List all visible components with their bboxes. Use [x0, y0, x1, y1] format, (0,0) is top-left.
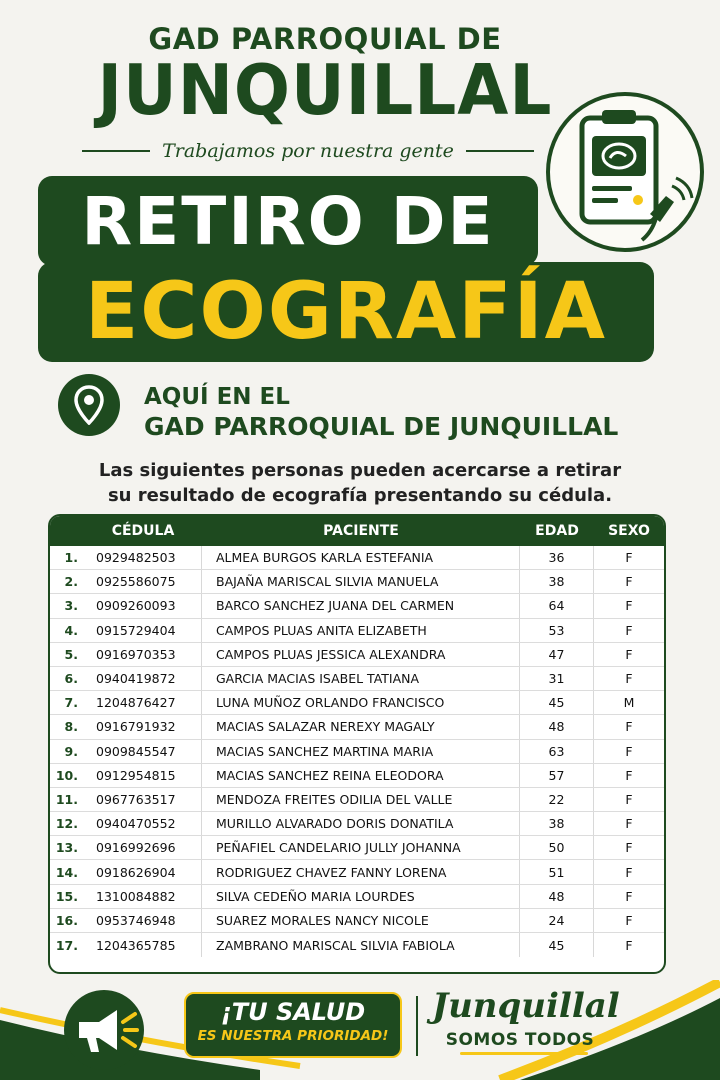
row-number: 11.: [55, 791, 78, 807]
header-cedula: CÉDULA: [111, 523, 175, 539]
row-cedula: 0953746948: [84, 909, 202, 932]
row-sexo: F: [625, 767, 633, 783]
table-row: [50, 860, 664, 884]
slogan-box: [184, 992, 402, 1058]
row-paciente: LUNA MUÑOZ ORLANDO FRANCISCO: [202, 691, 520, 714]
row-edad: 53: [520, 619, 594, 642]
intro-text: [0, 458, 720, 508]
row-edad: 38: [520, 812, 594, 835]
row-cedula: 0967763517: [84, 788, 202, 811]
row-cedula: 0916970353: [84, 643, 202, 666]
row-number: 16.: [55, 912, 78, 928]
megaphone-icon: [64, 990, 144, 1070]
row-edad: 24: [520, 909, 594, 932]
banner-ecografia: [38, 262, 654, 362]
row-sexo: F: [625, 888, 633, 904]
row-number: 4.: [64, 622, 78, 638]
row-sexo: F: [625, 671, 633, 687]
row-number: 2.: [64, 574, 78, 590]
location-line2: GAD PARROQUIAL DE JUNQUILLAL: [144, 412, 619, 441]
row-paciente: ZAMBRANO MARISCAL SILVIA FABIOLA: [202, 933, 520, 957]
banner-line2: ECOGRAFÍA: [85, 267, 607, 357]
header-title: JUNQUILLAL: [97, 50, 553, 131]
row-paciente: PEÑAFIEL CANDELARIO JULLY JOHANNA: [202, 836, 520, 859]
row-cedula: 1204365785: [84, 933, 202, 957]
row-sexo: F: [625, 937, 633, 953]
brand-underline: [460, 1052, 588, 1055]
row-edad: 48: [520, 715, 594, 738]
row-cedula: 1204876427: [84, 691, 202, 714]
row-number: 5.: [64, 646, 78, 662]
row-paciente: SUAREZ MORALES NANCY NICOLE: [202, 909, 520, 932]
row-cedula: 1310084882: [84, 885, 202, 908]
row-sexo: F: [625, 719, 633, 735]
row-cedula: 0940419872: [84, 667, 202, 690]
row-paciente: MACIAS SALAZAR NEREXY MAGALY: [202, 715, 520, 738]
row-cedula: 0940470552: [84, 812, 202, 835]
header-paciente: PACIENTE: [323, 523, 399, 539]
row-number: 15.: [55, 888, 78, 904]
patients-table: [48, 514, 666, 974]
intro-line1: Las siguientes personas pueden acercarse a retirar: [98, 460, 622, 481]
row-number: 8.: [64, 719, 78, 735]
row-number: 7.: [64, 695, 78, 711]
slogan-line2: ES NUESTRA PRIORIDAD!: [197, 1028, 389, 1044]
header-edad: EDAD: [535, 523, 579, 539]
table-row: [50, 594, 664, 618]
brand-subtitle: SOMOS TODOS: [445, 1030, 595, 1050]
tagline: Trabajamos por nuestra gente: [162, 140, 454, 162]
row-paciente: MACIAS SANCHEZ REINA ELEODORA: [202, 764, 520, 787]
row-number: 10.: [55, 767, 78, 783]
row-paciente: CAMPOS PLUAS ANITA ELIZABETH: [202, 619, 520, 642]
row-paciente: MENDOZA FREITES ODILIA DEL VALLE: [202, 788, 520, 811]
row-sexo: F: [625, 791, 633, 807]
table-row: [50, 740, 664, 764]
row-number: 17.: [55, 937, 78, 953]
slogan-line1: ¡TU SALUD: [220, 998, 366, 1026]
table-row: [50, 836, 664, 860]
table-row: [50, 691, 664, 715]
row-edad: 64: [520, 594, 594, 617]
brand-logo: Junquillal: [432, 986, 620, 1026]
table-body: [50, 546, 664, 957]
table-row: [50, 933, 664, 957]
row-cedula: 0909845547: [84, 740, 202, 763]
row-sexo: F: [625, 864, 633, 880]
row-edad: 63: [520, 740, 594, 763]
row-sexo: F: [625, 743, 633, 759]
row-edad: 48: [520, 885, 594, 908]
row-cedula: 0916992696: [84, 836, 202, 859]
row-edad: 22: [520, 788, 594, 811]
row-edad: 45: [520, 691, 594, 714]
row-paciente: RODRIGUEZ CHAVEZ FANNY LORENA: [202, 860, 520, 883]
row-sexo: F: [625, 574, 633, 590]
row-paciente: SILVA CEDEÑO MARIA LOURDES: [202, 885, 520, 908]
row-cedula: 0915729404: [84, 619, 202, 642]
row-number: 13.: [55, 840, 78, 856]
row-cedula: 0916791932: [84, 715, 202, 738]
row-number: 12.: [55, 816, 78, 832]
row-sexo: F: [625, 816, 633, 832]
row-cedula: 0929482503: [84, 546, 202, 569]
row-edad: 38: [520, 570, 594, 593]
row-number: 9.: [64, 743, 78, 759]
row-edad: 31: [520, 667, 594, 690]
row-sexo: F: [625, 840, 633, 856]
row-paciente: MURILLO ALVARADO DORIS DONATILA: [202, 812, 520, 835]
row-cedula: 0925586075: [84, 570, 202, 593]
table-row: [50, 885, 664, 909]
row-edad: 50: [520, 836, 594, 859]
table-row: [50, 546, 664, 570]
row-paciente: GARCIA MACIAS ISABEL TATIANA: [202, 667, 520, 690]
row-edad: 36: [520, 546, 594, 569]
table-header: [50, 516, 664, 546]
header-top-line: GAD PARROQUIAL DE: [148, 22, 502, 56]
row-paciente: CAMPOS PLUAS JESSICA ALEXANDRA: [202, 643, 520, 666]
row-number: 14.: [55, 864, 78, 880]
intro-line2: su resultado de ecografía presentando su cédula.: [107, 485, 613, 506]
banner-line1: RETIRO DE: [81, 182, 495, 260]
header-sexo: SEXO: [608, 523, 650, 539]
row-sexo: F: [625, 622, 633, 638]
map-pin-icon: [58, 374, 120, 436]
tagline-divider-right: [466, 150, 534, 152]
row-number: 3.: [64, 598, 78, 614]
row-number: 6.: [64, 671, 78, 687]
row-cedula: 0912954815: [84, 764, 202, 787]
ultrasound-icon: [546, 92, 704, 252]
table-row: [50, 643, 664, 667]
table-row: [50, 715, 664, 739]
row-sexo: F: [625, 912, 633, 928]
row-paciente: BARCO SANCHEZ JUANA DEL CARMEN: [202, 594, 520, 617]
table-row: [50, 570, 664, 594]
row-edad: 47: [520, 643, 594, 666]
banner-retiro: [38, 176, 538, 266]
row-sexo: F: [625, 598, 633, 614]
row-sexo: F: [625, 550, 633, 566]
table-row: [50, 909, 664, 933]
row-paciente: MACIAS SANCHEZ MARTINA MARIA: [202, 740, 520, 763]
footer-divider: [416, 996, 418, 1056]
table-row: [50, 812, 664, 836]
location-line1: AQUÍ EN EL: [144, 384, 290, 410]
table-row: [50, 619, 664, 643]
table-row: [50, 764, 664, 788]
row-cedula: 0909260093: [84, 594, 202, 617]
row-paciente: ALMEA BURGOS KARLA ESTEFANIA: [202, 546, 520, 569]
row-number: 1.: [64, 550, 78, 566]
table-row: [50, 788, 664, 812]
row-cedula: 0918626904: [84, 860, 202, 883]
tagline-row: [82, 140, 534, 162]
table-row: [50, 667, 664, 691]
row-edad: 57: [520, 764, 594, 787]
row-paciente: BAJAÑA MARISCAL SILVIA MANUELA: [202, 570, 520, 593]
tagline-divider-left: [82, 150, 150, 152]
row-edad: 45: [520, 933, 594, 957]
row-sexo: F: [625, 646, 633, 662]
row-sexo: M: [623, 695, 635, 711]
row-edad: 51: [520, 860, 594, 883]
